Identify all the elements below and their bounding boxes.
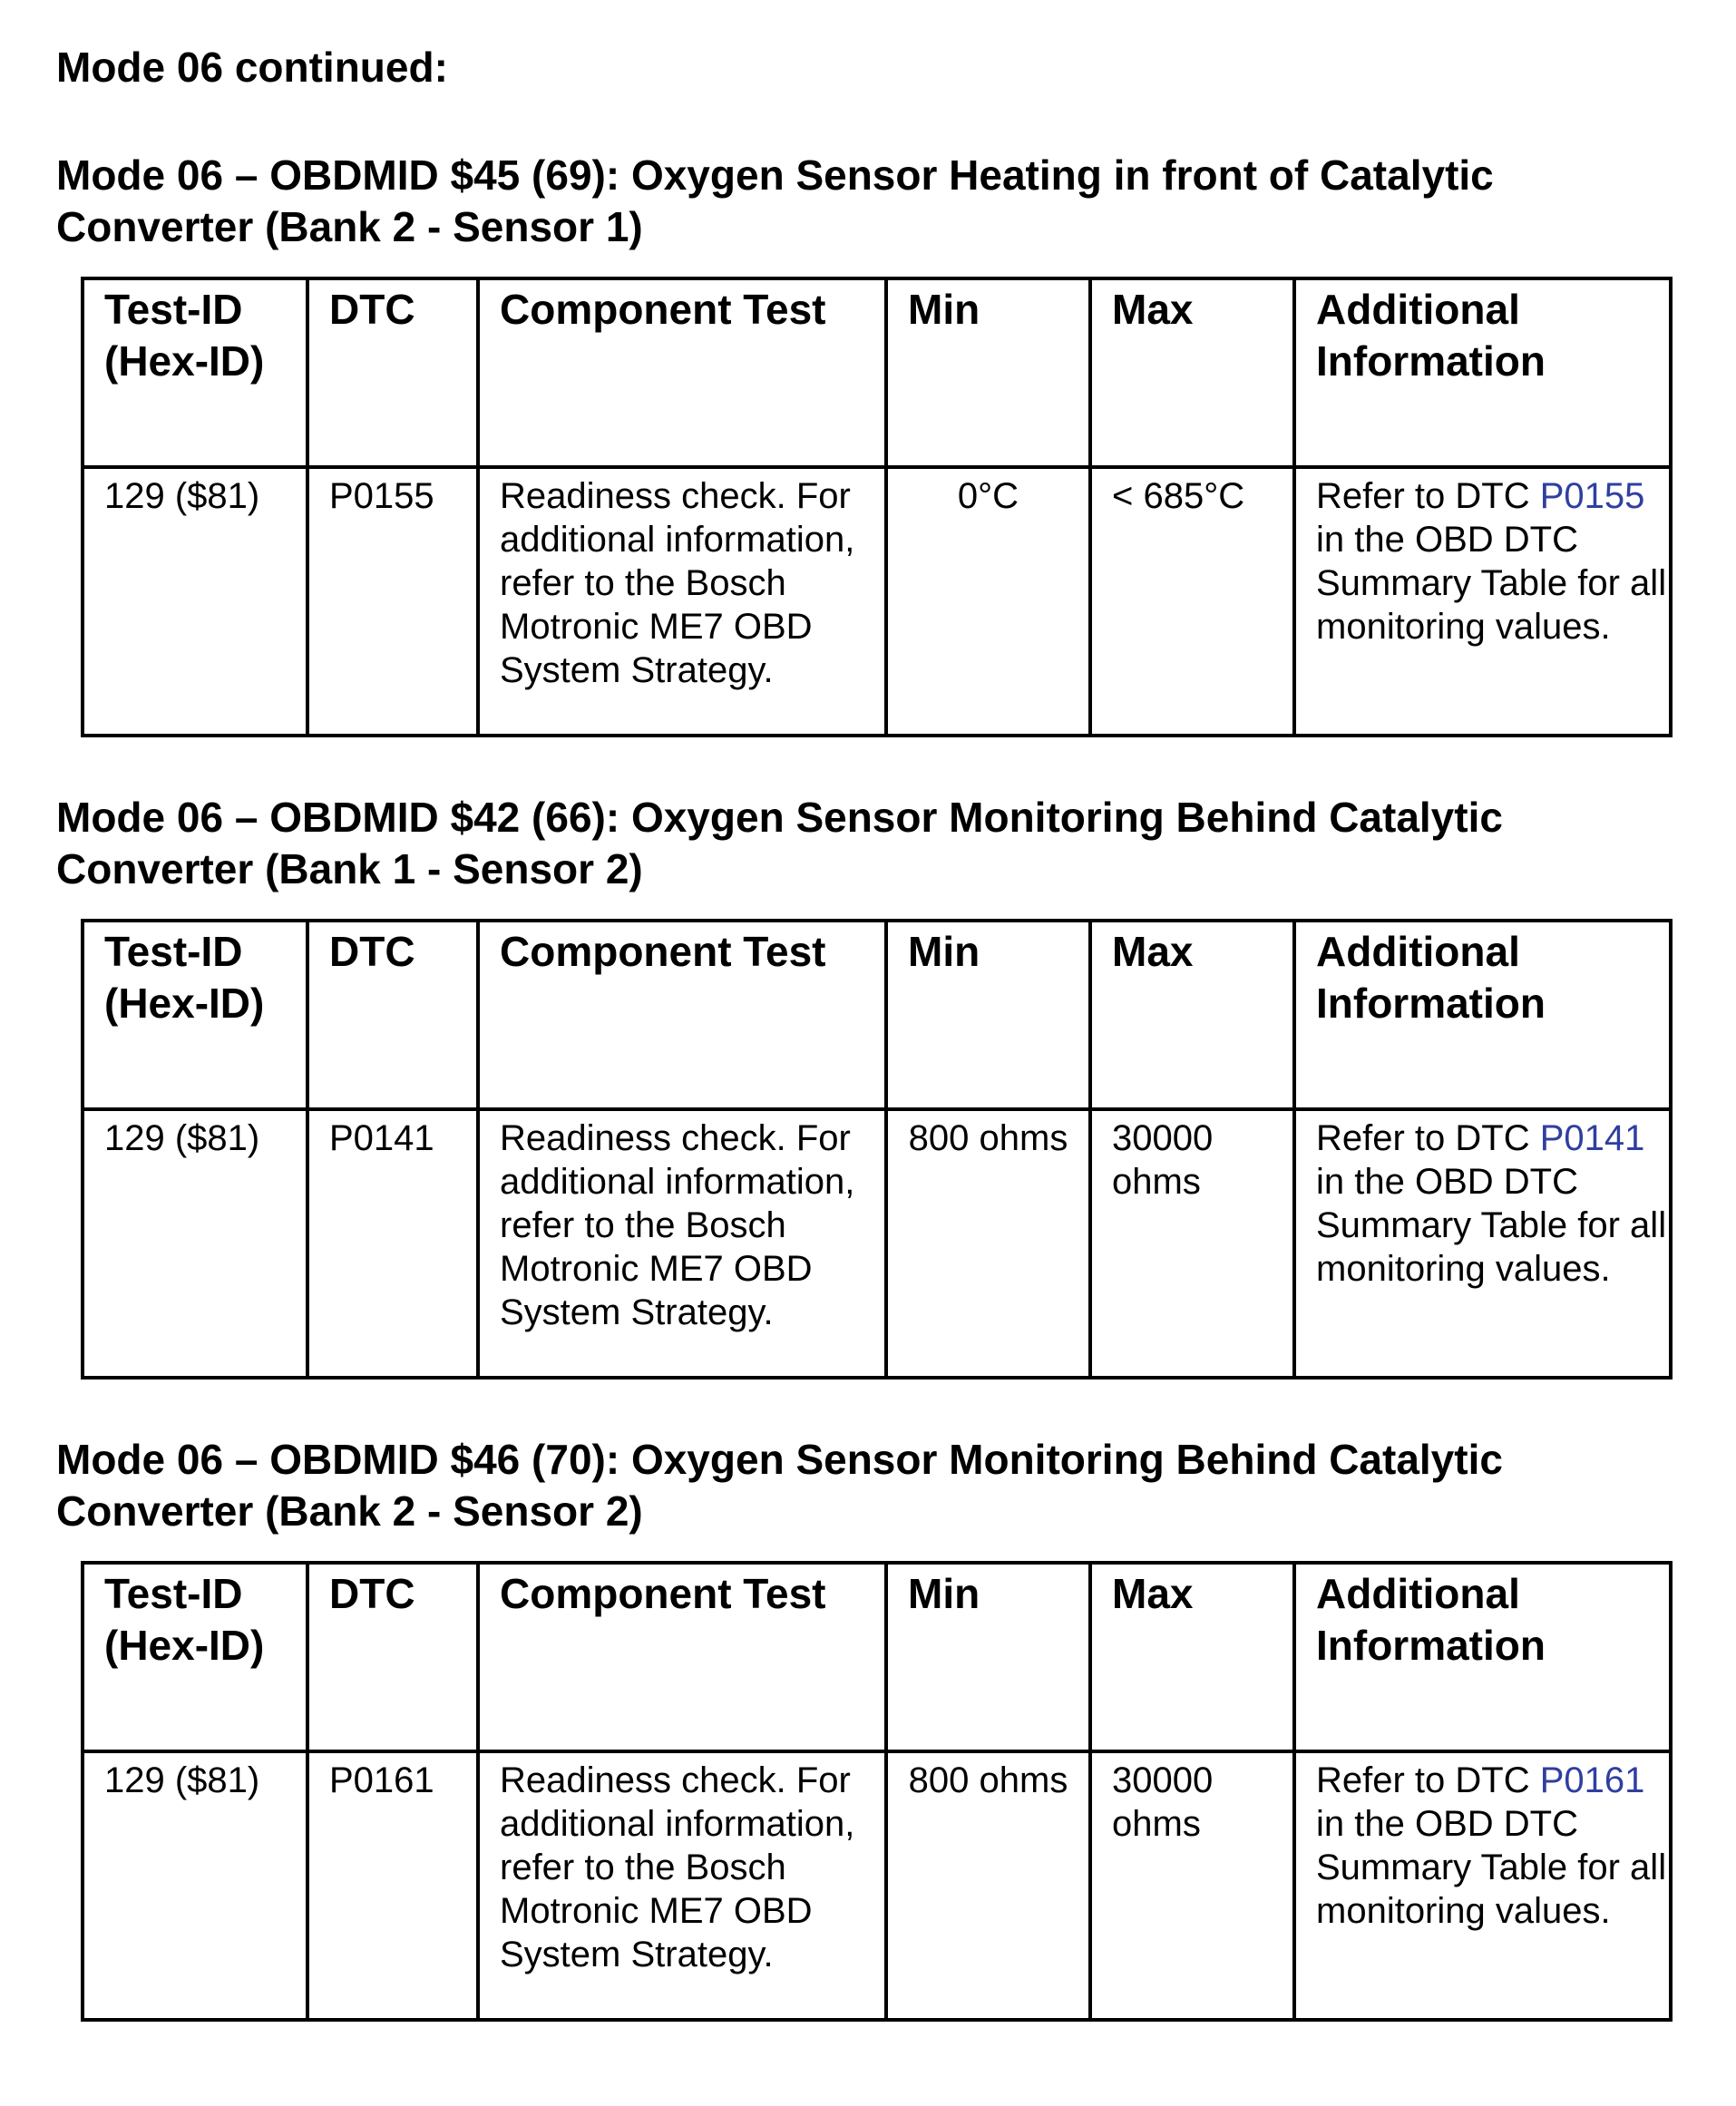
dtc-link[interactable]: P0141 — [1539, 1118, 1645, 1158]
cell-additional-info — [1294, 1751, 1671, 2020]
header-max: Max — [1090, 1563, 1294, 1751]
info-prefix: Refer to DTC — [1316, 1760, 1530, 1800]
section-title: Mode 06 – OBDMID $42 (66): Oxygen Sensor Monitoring Behind Catalytic Converter (Bank 1 - Sensor 2) — [56, 794, 1503, 892]
info-prefix: Refer to DTC — [1316, 1118, 1530, 1158]
header-additional-info: Additional Information — [1294, 921, 1671, 1109]
header-test-id: Test-ID (Hex-ID) — [83, 1563, 307, 1751]
header-test-id: Test-ID (Hex-ID) — [83, 921, 307, 1109]
header-component-test: Component Test — [478, 1563, 886, 1751]
info-suffix: in the OBD DTC Summary Table for all monitoring values. — [1316, 520, 1667, 647]
mode06-table — [81, 1561, 1673, 2022]
cell-test-id: 129 ($81) — [83, 467, 307, 736]
header-additional-info: Additional Information — [1294, 278, 1671, 467]
mode06-table — [81, 919, 1673, 1380]
section-title: Mode 06 – OBDMID $45 (69): Oxygen Sensor Heating in front of Catalytic Converter (Bank 2 - Sensor 1) — [56, 151, 1494, 250]
header-component-test: Component Test — [478, 921, 886, 1109]
page-heading: Mode 06 continued: — [56, 44, 448, 91]
header-row — [83, 921, 1671, 1109]
header-dtc: DTC — [307, 1563, 478, 1751]
dtc-link[interactable]: P0155 — [1539, 476, 1645, 516]
info-suffix: in the OBD DTC Summary Table for all monitoring values. — [1316, 1162, 1667, 1289]
header-component-test: Component Test — [478, 278, 886, 467]
cell-additional-info — [1294, 467, 1671, 736]
header-additional-info: Additional Information — [1294, 1563, 1671, 1751]
cell-component-test: Readiness check. For additional information, refer to the Bosch Motronic ME7 OBD System Strategy. — [478, 1109, 886, 1378]
cell-max: 30000 ohms — [1090, 1751, 1294, 2020]
header-dtc: DTC — [307, 278, 478, 467]
cell-test-id: 129 ($81) — [83, 1109, 307, 1378]
cell-component-test: Readiness check. For additional information, refer to the Bosch Motronic ME7 OBD System Strategy. — [478, 467, 886, 736]
cell-component-test: Readiness check. For additional information, refer to the Bosch Motronic ME7 OBD System Strategy. — [478, 1751, 886, 2020]
table-row — [83, 467, 1671, 736]
header-test-id: Test-ID (Hex-ID) — [83, 278, 307, 467]
dtc-link[interactable]: P0161 — [1539, 1760, 1645, 1800]
section-title: Mode 06 – OBDMID $46 (70): Oxygen Sensor Monitoring Behind Catalytic Converter (Bank 2 - Sensor 2) — [56, 1436, 1503, 1535]
cell-min: 800 ohms — [886, 1751, 1090, 2020]
header-min: Min — [886, 278, 1090, 467]
cell-test-id: 129 ($81) — [83, 1751, 307, 2020]
cell-max: < 685°C — [1090, 467, 1294, 736]
table-row — [83, 1109, 1671, 1378]
cell-min: 0°C — [886, 467, 1090, 736]
header-row — [83, 1563, 1671, 1751]
mode06-table — [81, 277, 1673, 737]
info-prefix: Refer to DTC — [1316, 476, 1530, 516]
table-row — [83, 1751, 1671, 2020]
cell-dtc: P0141 — [307, 1109, 478, 1378]
header-min: Min — [886, 1563, 1090, 1751]
section-obdmid-46 — [56, 1434, 1689, 1974]
cell-dtc: P0161 — [307, 1751, 478, 2020]
cell-min: 800 ohms — [886, 1109, 1090, 1378]
cell-additional-info — [1294, 1109, 1671, 1378]
header-max: Max — [1090, 278, 1294, 467]
header-dtc: DTC — [307, 921, 478, 1109]
info-suffix: in the OBD DTC Summary Table for all monitoring values. — [1316, 1804, 1667, 1931]
section-obdmid-45 — [56, 150, 1689, 690]
cell-max: 30000 ohms — [1090, 1109, 1294, 1378]
header-max: Max — [1090, 921, 1294, 1109]
header-row — [83, 278, 1671, 467]
header-min: Min — [886, 921, 1090, 1109]
cell-dtc: P0155 — [307, 467, 478, 736]
section-obdmid-42 — [56, 792, 1689, 1332]
